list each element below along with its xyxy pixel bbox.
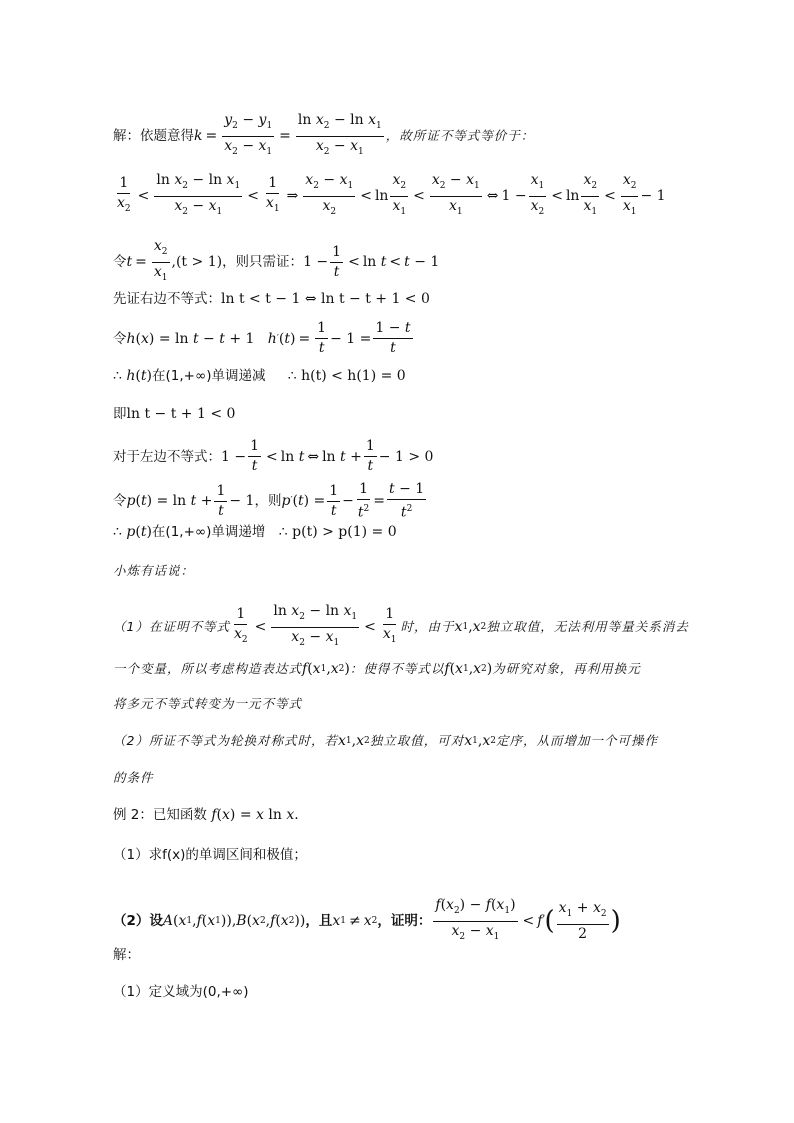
remarks-title: 小炼有话说： bbox=[113, 563, 195, 578]
example-2-question-2: （2）设 A ( x 1 , f ( x 1 )), B ( x 2 , f ( x 2 )) ，且 x 1 ≠ x 2 ，证明： $\frac{f(x_2) - f(x_1)}{x_2 - x_1}$ < f ′ ( $\frac{x_1 + x_2}{2}$ ) bbox=[113, 897, 621, 942]
example-2-question-1: （1）求f(x)的单调区间和极值； bbox=[113, 847, 307, 863]
slope-fraction: $\frac{y_2 - y_1}{x_2 - x_1}$ bbox=[224, 112, 273, 157]
substitution-line: 令 t = $\frac{x_2}{x_1}$ , (t > 1) ，则只需证： 1 − $\frac{1}{t}$ < ln t < t − 1 bbox=[113, 238, 440, 283]
left-inequality-line: 对于左边不等式： 1 − $\frac{1}{t}$ < ln t ⇔ ln t + $\frac{1}{t}$ − 1 > 0 bbox=[113, 438, 434, 474]
equiv-text: ，故所证不等式等价于： bbox=[385, 128, 535, 144]
solution-2-label: 解： bbox=[113, 947, 140, 963]
solution-intro-line: 解：依题意得 k = $\frac{y_2 - y_1}{x_2 - x_1}$ = $\frac{\ln x_2 - \ln x_1}{x_2 - x_1}$ ，故所证不等式等价于： bbox=[113, 112, 534, 161]
log-slope-fraction: $\frac{\ln x_2 - \ln x_1}{x_2 - x_1}$ bbox=[297, 112, 382, 157]
p-definition-line: 令 p ( t ) = ln t + $\frac{1}{t}$ − 1 ，则 p ′ ( t ) = $\frac{1}{t}$ − $\frac{1}{t^2}$ = $\frac{t - 1}{t^2}$ bbox=[113, 481, 425, 521]
h-monotone-line: ∴ h ( t ) 在(1,+∞)单调递减 ∴ h(t) < h(1) = 0 bbox=[113, 368, 406, 384]
remark-1-line-2: 一个变量，所以考虑构造表达式 f ( x 1 , x 2 ) ：使得不等式以 f ( x 1 , x 2 ) 为研究对象，再利用换元 bbox=[113, 661, 641, 677]
solution-intro-label: 解：依题意得 bbox=[113, 128, 194, 145]
namely-line: 即 ln t − t + 1 < 0 bbox=[113, 406, 236, 422]
h-definition-line: 令 h ( x ) = ln t − t + 1 h ′ ( t ) = $\frac{1}{t}$ − 1 = $\frac{1 - t}{t}$ bbox=[113, 320, 411, 356]
remark-2-line-1: （2）所证不等式为轮换对称式时，若 x 1 , x 2 独立取值，可对 x 1 , x 2 定序，从而增加一个可操作 bbox=[113, 733, 658, 749]
inequality-chain: $\frac{1}{x_2}$ < $\frac{\ln x_2 - \ln x_1}{x_2 - x_1}$ < $\frac{1}{x_1}$ ⇒ $\frac{x_2 - x_1}{x_2}$ < ln $\frac{x_2}{x_1}$ < $\frac{x_2 - x_1}{x_1}$ ⇔ 1 − $\frac{x_1}{x_2}$ < ln $\frac{x_2}{x_1}$ < $\frac{x_2}{x_1}$ − 1 bbox=[117, 172, 666, 217]
solution-2-step-1: （1）定义域为(0,+∞) bbox=[113, 984, 249, 1000]
remark-1-line-1: （1）在证明不等式 $\frac{1}{x_2}$ < $\frac{\ln x_2 - \ln x_1}{x_2 - x_1}$ < $\frac{1}{x_1}$ 时，由于 x 1 , x 2 独立取值，无法利用等量关系消去 bbox=[113, 603, 689, 648]
p-monotone-line: ∴ p ( t ) 在(1,+∞)单调递增 ∴ p(t) > p(1) = 0 bbox=[113, 524, 397, 540]
example-2-title: 例 2：已知函数 f ( x ) = x ln x . bbox=[113, 807, 299, 823]
remark-1-line-3: 将多元不等式转变为一元不等式 bbox=[113, 696, 303, 711]
remark-2-line-2: 的条件 bbox=[113, 770, 154, 785]
right-inequality-line: 先证右边不等式： ln t < t − 1 ⇔ ln t − t + 1 < 0 bbox=[113, 291, 430, 307]
